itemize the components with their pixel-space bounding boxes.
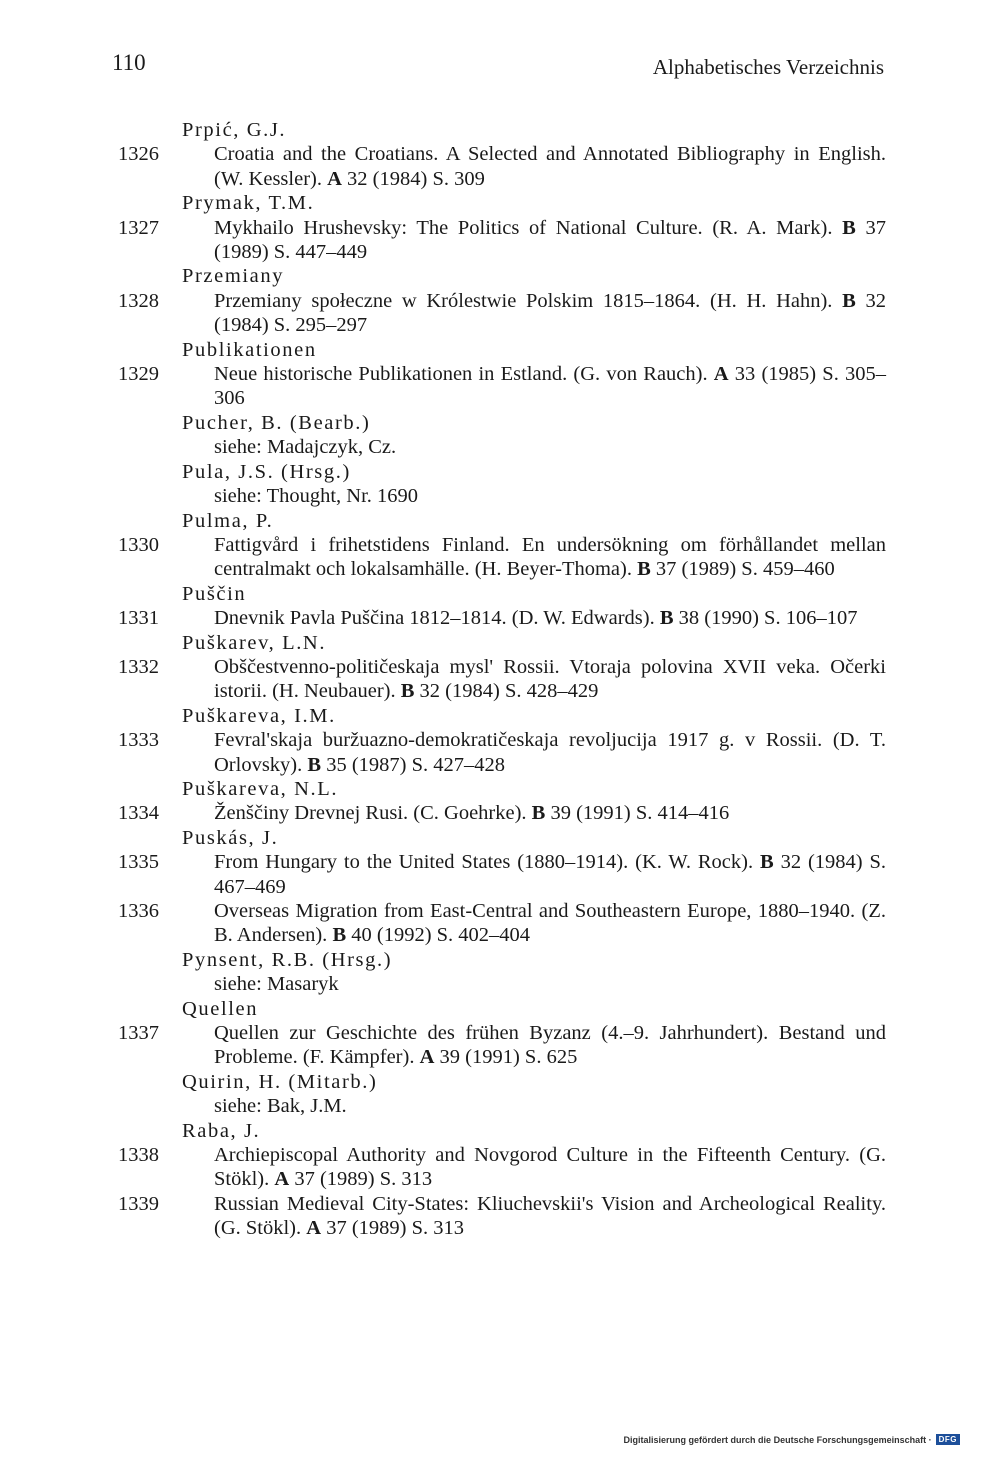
series-letter: A xyxy=(713,363,729,386)
index-heading: Pula, J.S. (Hrsg.) xyxy=(182,460,351,483)
digitization-footer xyxy=(624,1434,960,1445)
index-heading: Prymak, T.M. xyxy=(182,192,315,215)
entry-number: 1328 xyxy=(118,289,159,312)
index-entry xyxy=(118,850,886,899)
index-heading: Puščin xyxy=(182,582,247,605)
index-list xyxy=(118,118,886,1241)
entry-text: Przemiany społeczne w Królestwie Polskim 1815–1864. (H. H. Hahn). B 32 (1984) S. 295–297 xyxy=(214,289,887,337)
entry-number: 1339 xyxy=(118,1192,159,1215)
index-heading: Prpić, G.J. xyxy=(182,119,287,141)
entry-text: Croatia and the Croatians. A Selected and Annotated Bibliography in English. (W. Kessler). A 32 (1984) S. 309 xyxy=(214,143,886,190)
index-heading: Puškareva, I.M. xyxy=(182,704,336,727)
index-heading: Puskás, J. xyxy=(182,826,279,849)
footer-text: Digitalisierung gefördert durch die Deutsche Forschungsgemeinschaft · xyxy=(623,1434,932,1445)
cross-reference: siehe: Madajczyk, Cz. xyxy=(214,436,397,459)
page-number: 110 xyxy=(112,50,146,75)
entry-text: Obščestvenno-političeskaja mysl' Rossii. Vtoraja polovina XVII veka. Očerki istorii. (H. Neubauer). B 32 (1984) S. 428–429 xyxy=(214,655,886,703)
index-entry xyxy=(118,533,886,582)
entry-number: 1337 xyxy=(118,1022,159,1045)
series-letter: B xyxy=(332,924,347,947)
entry-number: 1335 xyxy=(118,851,159,874)
entry-text: Fevral'skaja buržuazno-demokratičeskaja revoljucija 1917 g. v Rossii. (D. T. Orlovsky). B 35 (1987) S. 427–428 xyxy=(214,729,886,776)
entry-number: 1329 xyxy=(118,363,159,386)
index-heading: Publikationen xyxy=(182,338,317,361)
entry-text: Quellen zur Geschichte des frühen Byzanz (4.–9. Jahrhundert). Bestand und Probleme. (F. Kämpfer). A 39 (1991) S. 625 xyxy=(214,1022,886,1069)
index-entry xyxy=(118,606,886,630)
index-heading: Przemiany xyxy=(182,265,285,288)
entry-number: 1336 xyxy=(118,900,159,922)
index-heading: Quellen xyxy=(182,997,259,1020)
index-entry xyxy=(118,142,886,191)
index-entry xyxy=(118,801,886,825)
series-letter: A xyxy=(274,1168,290,1191)
entry-number: 1338 xyxy=(118,1144,159,1167)
index-entry xyxy=(118,655,886,704)
entry-number: 1334 xyxy=(118,802,159,825)
cross-reference: siehe: Masaryk xyxy=(214,973,339,996)
index-entry xyxy=(118,1021,886,1070)
index-heading: Pynsent, R.B. (Hrsg.) xyxy=(182,948,393,971)
cross-reference: siehe: Bak, J.M. xyxy=(214,1095,347,1118)
index-entry xyxy=(118,728,886,777)
series-letter: A xyxy=(327,167,342,190)
index-heading: Pulma, P. xyxy=(182,509,274,532)
entry-text: Archiepiscopal Authority and Novgorod Culture in the Fifteenth Century. (G. Stökl). A 37 (1989) S. 313 xyxy=(214,1144,886,1191)
cross-reference: siehe: Thought, Nr. 1690 xyxy=(214,485,419,508)
entry-text: Neue historische Publikationen in Estland. (G. von Rauch). A 33 (1985) S. 305–306 xyxy=(214,363,887,410)
index-heading: Quirin, H. (Mitarb.) xyxy=(182,1070,378,1093)
entry-text: Fattigvård i frihetstidens Finland. En undersökning om förhållandet mellan centralmakt och lokalsamhälle. (H. Beyer-Thoma). B 37 (1989) S. 459–460 xyxy=(214,533,886,581)
index-heading: Puškarev, L.N. xyxy=(182,631,327,654)
index-heading: Puškareva, N.L. xyxy=(182,777,339,800)
series-letter: B xyxy=(759,851,774,874)
series-letter: A xyxy=(419,1046,435,1069)
entry-number: 1330 xyxy=(118,533,159,556)
index-entry xyxy=(118,1143,886,1192)
series-letter: B xyxy=(307,753,322,776)
entry-number: 1326 xyxy=(118,143,159,166)
entry-number: 1333 xyxy=(118,729,159,752)
index-entry xyxy=(118,289,886,338)
index-heading: Raba, J. xyxy=(182,1119,261,1142)
entry-number: 1332 xyxy=(118,655,159,678)
entry-text: Overseas Migration from East-Central and Southeastern Europe, 1880–1940. (Z. B. Andersen). B 40 (1992) S. 402–404 xyxy=(214,900,886,947)
entry-number: 1327 xyxy=(118,216,159,239)
dfg-logo: DFG xyxy=(936,1434,960,1445)
entry-number: 1331 xyxy=(118,607,159,630)
index-entry xyxy=(118,1192,886,1241)
series-letter: B xyxy=(531,802,546,825)
series-letter: B xyxy=(842,216,856,239)
series-letter: B xyxy=(400,680,415,703)
entry-text: Ženščiny Drevnej Rusi. (C. Goehrke). B 39 (1991) S. 414–416 xyxy=(214,802,730,825)
series-letter: B xyxy=(637,558,651,581)
index-heading: Pucher, B. (Bearb.) xyxy=(182,411,371,434)
entry-text: From Hungary to the United States (1880–1914). (K. W. Rock). B 32 (1984) S. 467–469 xyxy=(214,851,887,898)
series-letter: A xyxy=(306,1217,322,1240)
entry-text: Mykhailo Hrushevsky: The Politics of National Culture. (R. A. Mark). B 37 (1989) S. 447–449 xyxy=(214,216,886,264)
index-entry xyxy=(118,362,886,411)
index-entry xyxy=(118,899,886,948)
entry-text: Russian Medieval City-States: Kliuchevskii's Vision and Archeological Reality. (G. Stökl). A 37 (1989) S. 313 xyxy=(214,1192,886,1240)
index-entry xyxy=(118,216,886,265)
series-letter: B xyxy=(659,607,674,630)
entry-text: Dnevnik Pavla Puščina 1812–1814. (D. W. Edwards). B 38 (1990) S. 106–107 xyxy=(214,607,858,630)
series-letter: B xyxy=(842,289,856,312)
running-head: Alphabetisches Verzeichnis xyxy=(652,55,884,79)
